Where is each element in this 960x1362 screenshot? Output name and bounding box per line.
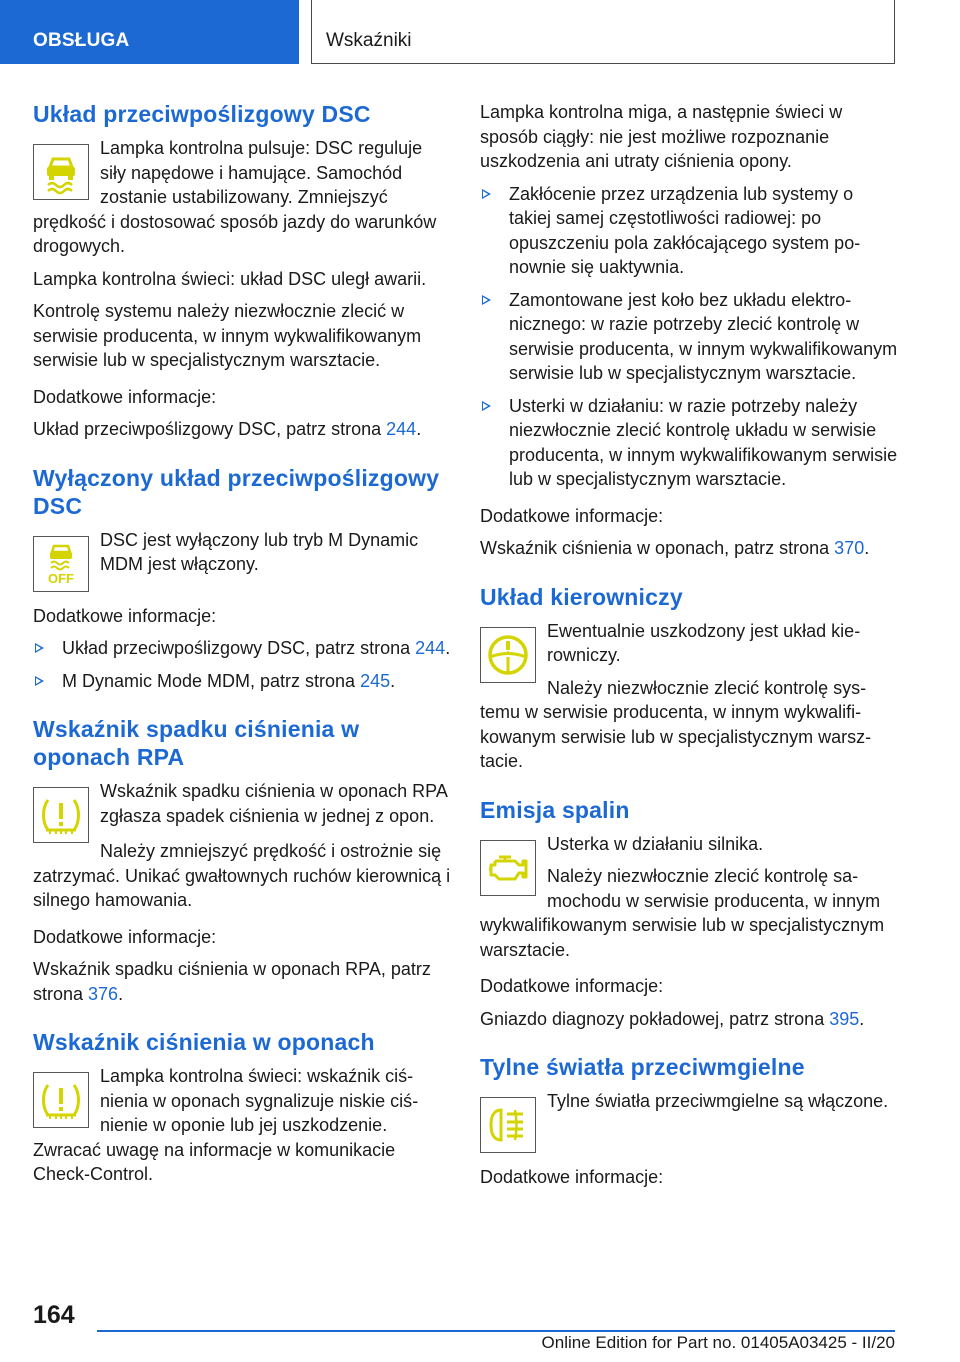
reference: Wskaźnik spadku ciśnienia w oponach RPA, patrz strona 376. bbox=[33, 959, 431, 1004]
list-item: Zakłócenie przez urządzenia lub systemy o takiej samej częstotliwości radiowej: po opuszczeniu pola zakłócającego system ponownie się uaktywnia. bbox=[480, 182, 898, 280]
footer-divider bbox=[97, 1330, 895, 1332]
more-info-label: Dodatkowe informacje: bbox=[33, 605, 217, 626]
page-link[interactable]: 395 bbox=[829, 1008, 860, 1029]
section-emission bbox=[480, 796, 898, 1032]
section-rear-fog bbox=[480, 1053, 898, 1190]
more-info-label: Dodatkowe informacje: bbox=[480, 505, 664, 526]
section-title: Układ kierowniczy bbox=[480, 583, 683, 610]
dsc-icon bbox=[33, 144, 89, 200]
arrow-bullet-icon bbox=[482, 401, 491, 411]
section-steering bbox=[480, 583, 898, 774]
left-column bbox=[33, 100, 451, 1195]
reference: Układ przeciwpoślizgowy DSC, patrz strona 244. bbox=[33, 419, 422, 439]
list-item: Usterki w działaniu: w razie potrzeby należy niezwłocznie zlecić kontrolę układu w serwisie producenta, w innym wykwalifikowanym serwisie lub w specjalistycznym warsztacie. bbox=[480, 394, 898, 492]
list-item: M Dynamic Mode MDM, patrz strona 245. bbox=[33, 669, 451, 694]
paragraph: Lampka kontrolna miga, a następnie świeci w sposób ciągły: nie jest możliwe rozpoznanie uszkodzenia ani utraty ciśnienia opony. bbox=[480, 102, 843, 171]
section-title: Układ przeciwpoślizgowy DSC bbox=[33, 101, 371, 127]
paragraph: Lampka kontrolna świeci: układ DSC uległ awarii. bbox=[33, 268, 427, 289]
more-info-label: Dodatkowe informacje: bbox=[33, 386, 217, 407]
section-title: Wyłączony układ przeciwpoślizgowy DSC bbox=[33, 464, 440, 519]
header-chapter-label: Wskaźniki bbox=[311, 0, 895, 64]
paragraph: Wskaźnik spadku ciśnienia w oponach RPA zgłasza spadek ciśnienia w jednej z opon. bbox=[100, 781, 447, 826]
footer-edition-text: Online Edition for Part no. 01405A03425 - II/20 bbox=[541, 1333, 895, 1352]
page-link[interactable]: 245 bbox=[360, 670, 391, 691]
arrow-bullet-icon bbox=[482, 295, 491, 305]
reference: Wskaźnik ciśnienia w oponach, patrz strona 370. bbox=[480, 538, 870, 558]
page-link[interactable]: 370 bbox=[834, 538, 865, 558]
tire-pressure-icon bbox=[33, 1072, 89, 1128]
paragraph: Należy niezwłocznie zlecić kontrolę systemu w serwisie producenta, w innym wykwalifikowanym serwisie lub w specjalistycznym warsztacie. bbox=[480, 677, 872, 771]
more-info-label: Dodatkowe informacje: bbox=[33, 926, 217, 947]
section-dsc bbox=[33, 100, 451, 442]
page-link[interactable]: 244 bbox=[386, 419, 417, 439]
paragraph: Lampka kontrolna pulsuje: DSC reguluje siły napędowe i hamujące. Samochód zostanie ustabilizowany. Zmniejszyć prędkość i dostosować sposób jazdy do warunków drogowych. bbox=[33, 138, 437, 256]
section-title: Wskaźnik spadku ciśnienia w oponach RPA bbox=[33, 716, 360, 770]
more-info-label: Dodatkowe informacje: bbox=[480, 976, 664, 996]
tire-pressure-icon bbox=[33, 787, 89, 843]
paragraph: Kontrolę systemu należy niezwłocznie zlecić w serwisie producenta, w innym wykwalifikowanym serwisie lub w specjalistycznym warsztacie. bbox=[33, 301, 422, 370]
page-number: 164 bbox=[33, 1301, 75, 1329]
header-section-label: OBSŁUGA bbox=[0, 0, 299, 64]
bullet-list bbox=[480, 182, 898, 492]
rear-fog-light-icon bbox=[480, 1097, 536, 1153]
right-column bbox=[480, 100, 898, 1198]
reference: Gniazdo diagnozy pokładowej, patrz strona 395. bbox=[480, 1008, 865, 1029]
more-info-label: Dodatkowe informacje: bbox=[480, 1167, 664, 1187]
engine-icon bbox=[480, 840, 536, 896]
paragraph: Lampka kontrolna świeci: wskaźnik ciśnienia w oponach sygnalizuje niskie ciśnienie w oponie lub jej uszkodzenie. Zwracać uwagę na informacje w komunikacie Check-Control. bbox=[33, 1066, 419, 1184]
paragraph: Należy niezwłocznie zlecić kontrolę samochodu w serwisie producenta, w innym wykwalifikowanym serwisie lub w specjalistycznym warsztacie. bbox=[480, 866, 885, 960]
section-tire-pressure bbox=[33, 1028, 451, 1187]
section-title: Emisja spalin bbox=[480, 796, 630, 823]
paragraph: Tylne światła przeciwmgielne są włączone. bbox=[547, 1091, 889, 1111]
paragraph: DSC jest wyłączony lub tryb M Dynamic MDM jest włączony. bbox=[100, 529, 419, 574]
arrow-bullet-icon bbox=[482, 189, 491, 199]
paragraph: Należy zmniejszyć prędkość i ostrożnie się zatrzymać. Unikać gwałtownych ruchów kierownicą i silnego hamowania. bbox=[33, 841, 451, 910]
svg-text:OFF: OFF bbox=[48, 570, 74, 586]
list-item: Układ przeciwpoślizgowy DSC, patrz strona 244. bbox=[33, 636, 451, 661]
reference-list bbox=[33, 636, 451, 693]
section-dsc-off bbox=[33, 464, 451, 694]
section-title: Tylne światła przeciwmgielne bbox=[480, 1054, 805, 1080]
section-title: Wskaźnik ciśnienia w oponach bbox=[33, 1029, 375, 1055]
arrow-bullet-icon bbox=[35, 676, 44, 686]
section-tire-pressure-continued bbox=[480, 100, 898, 561]
page-link[interactable]: 376 bbox=[88, 983, 119, 1004]
page-link[interactable]: 244 bbox=[415, 638, 446, 658]
steering-warning-icon bbox=[480, 627, 536, 683]
paragraph: Ewentualnie uszkodzony jest układ kierowniczy. bbox=[547, 620, 861, 665]
dsc-off-icon bbox=[33, 536, 89, 592]
section-rpa bbox=[33, 715, 451, 1006]
list-item: Zamontowane jest koło bez układu elektronicznego: w razie potrzeby zlecić kontrolę w serwisie producenta, w innym wykwalifikowanym serwisie lub w specjalistycznym warsztacie. bbox=[480, 288, 898, 386]
paragraph: Usterka w działaniu silnika. bbox=[547, 833, 764, 854]
arrow-bullet-icon bbox=[35, 643, 44, 653]
